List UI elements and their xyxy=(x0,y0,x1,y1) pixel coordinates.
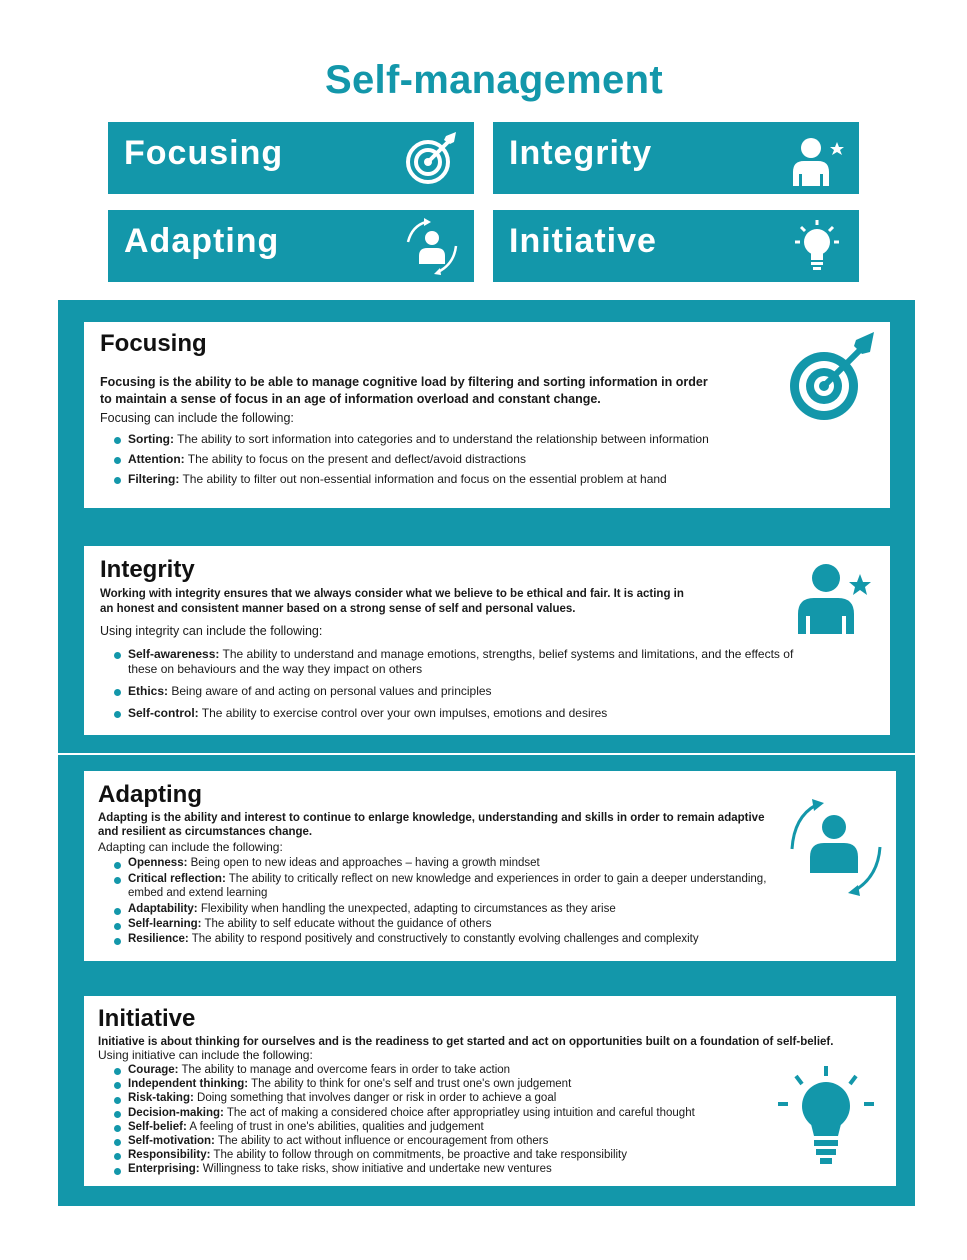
list-item: Ethics: Being aware of and acting on personal values and principles xyxy=(114,684,814,698)
person-star-icon xyxy=(787,128,847,188)
section-intro: Focusing is the ability to be able to manage cognitive load by filtering and sorting information in order to maintain a sense of focus in an age of information overload and constant change. xyxy=(100,375,708,406)
person-star-icon xyxy=(792,562,876,634)
list-item: Courage: The ability to manage and overcome fears in order to take action xyxy=(114,1063,774,1077)
list-item: Attention: The ability to focus on the present and deflect/avoid distractions xyxy=(114,452,814,466)
list-item: Responsibility: The ability to follow through on commitments, be proactive and take responsibility xyxy=(114,1148,774,1162)
tile-label: Integrity xyxy=(509,134,653,172)
list-item: Risk-taking: Doing something that involves danger or risk in order to achieve a goal xyxy=(114,1091,774,1105)
list-item: Critical reflection: The ability to critically reflect on new knowledge and experiences in order to gain a deeper understanding, embed and extend learning xyxy=(114,872,794,900)
lightbulb-icon xyxy=(787,216,847,276)
section-lead: Adapting can include the following: xyxy=(98,840,283,854)
page-title: Self-management xyxy=(325,58,663,102)
card-integrity xyxy=(84,546,890,735)
card-initiative xyxy=(84,996,896,1186)
item-list xyxy=(114,647,814,720)
tile-label: Adapting xyxy=(124,222,280,260)
section-title: Adapting xyxy=(98,781,202,808)
list-item: Sorting: The ability to sort information into categories and to understand the relationship between information xyxy=(114,432,814,446)
target-icon xyxy=(784,330,880,426)
tile-label: Initiative xyxy=(509,222,657,260)
list-item: Self-control: The ability to exercise control over your own impulses, emotions and desires xyxy=(114,706,814,720)
list-item: Decision-making: The act of making a considered choice after appropriatley using intuition and careful thought xyxy=(114,1106,774,1120)
section-lead: Using integrity can include the following: xyxy=(100,624,323,638)
tile-label: Focusing xyxy=(124,134,284,172)
section-title: Initiative xyxy=(98,1005,196,1032)
person-cycle-icon xyxy=(784,797,888,897)
person-cycle-icon xyxy=(402,216,462,276)
list-item: Self-motivation: The ability to act without influence or encouragement from others xyxy=(114,1134,774,1148)
section-title: Focusing xyxy=(100,330,207,357)
item-list xyxy=(114,1063,774,1177)
tile-integrity xyxy=(493,122,859,194)
card-focusing xyxy=(84,322,890,508)
tile-adapting xyxy=(108,210,474,282)
list-item: Openness: Being open to new ideas and approaches – having a growth mindset xyxy=(114,857,794,869)
list-item: Self-awareness: The ability to understand and manage emotions, strengths, belief systems and limitations, and the effects of these on behaviours and the way they impact on others xyxy=(114,647,814,677)
item-list xyxy=(114,857,794,945)
tile-initiative xyxy=(493,210,859,282)
section-intro: Working with integrity ensures that we always consider what we believe to be ethical and fair. It is acting in an honest and consistent manner based on a strong sense of self and personal values. xyxy=(100,588,684,615)
target-icon xyxy=(402,128,462,188)
section-lead: Using initiative can include the following: xyxy=(98,1048,313,1062)
list-item: Self-belief: A feeling of trust in one's abilities, qualities and judgement xyxy=(114,1120,774,1134)
card-adapting xyxy=(84,771,896,961)
section-intro: Adapting is the ability and interest to continue to enlarge knowledge, understanding and skills in order to remain adaptive and resilient as circumstances change. xyxy=(98,812,765,838)
list-item: Adaptability: Flexibility when handling the unexpected, adapting to circumstances as they arise xyxy=(114,903,794,915)
tile-focusing xyxy=(108,122,474,194)
section-lead: Focusing can include the following: xyxy=(100,411,294,425)
list-item: Resilience: The ability to respond positively and constructively to constantly evolving challenges and complexity xyxy=(114,933,794,945)
item-list xyxy=(114,432,814,486)
section-title: Integrity xyxy=(100,556,195,583)
list-item: Self-learning: The ability to self educate without the guidance of others xyxy=(114,918,794,930)
section-intro: Initiative is about thinking for ourselves and is the readiness to get started and act on opportunities built on a foundation of self-belief. xyxy=(98,1036,834,1048)
lightbulb-icon xyxy=(774,1064,878,1168)
list-item: Enterprising: Willingness to take risks, show initiative and undertake new ventures xyxy=(114,1162,774,1176)
list-item: Independent thinking: The ability to think for one's self and trust one's own judgement xyxy=(114,1077,774,1091)
list-item: Filtering: The ability to filter out non-essential information and focus on the essential problem at hand xyxy=(114,472,814,486)
